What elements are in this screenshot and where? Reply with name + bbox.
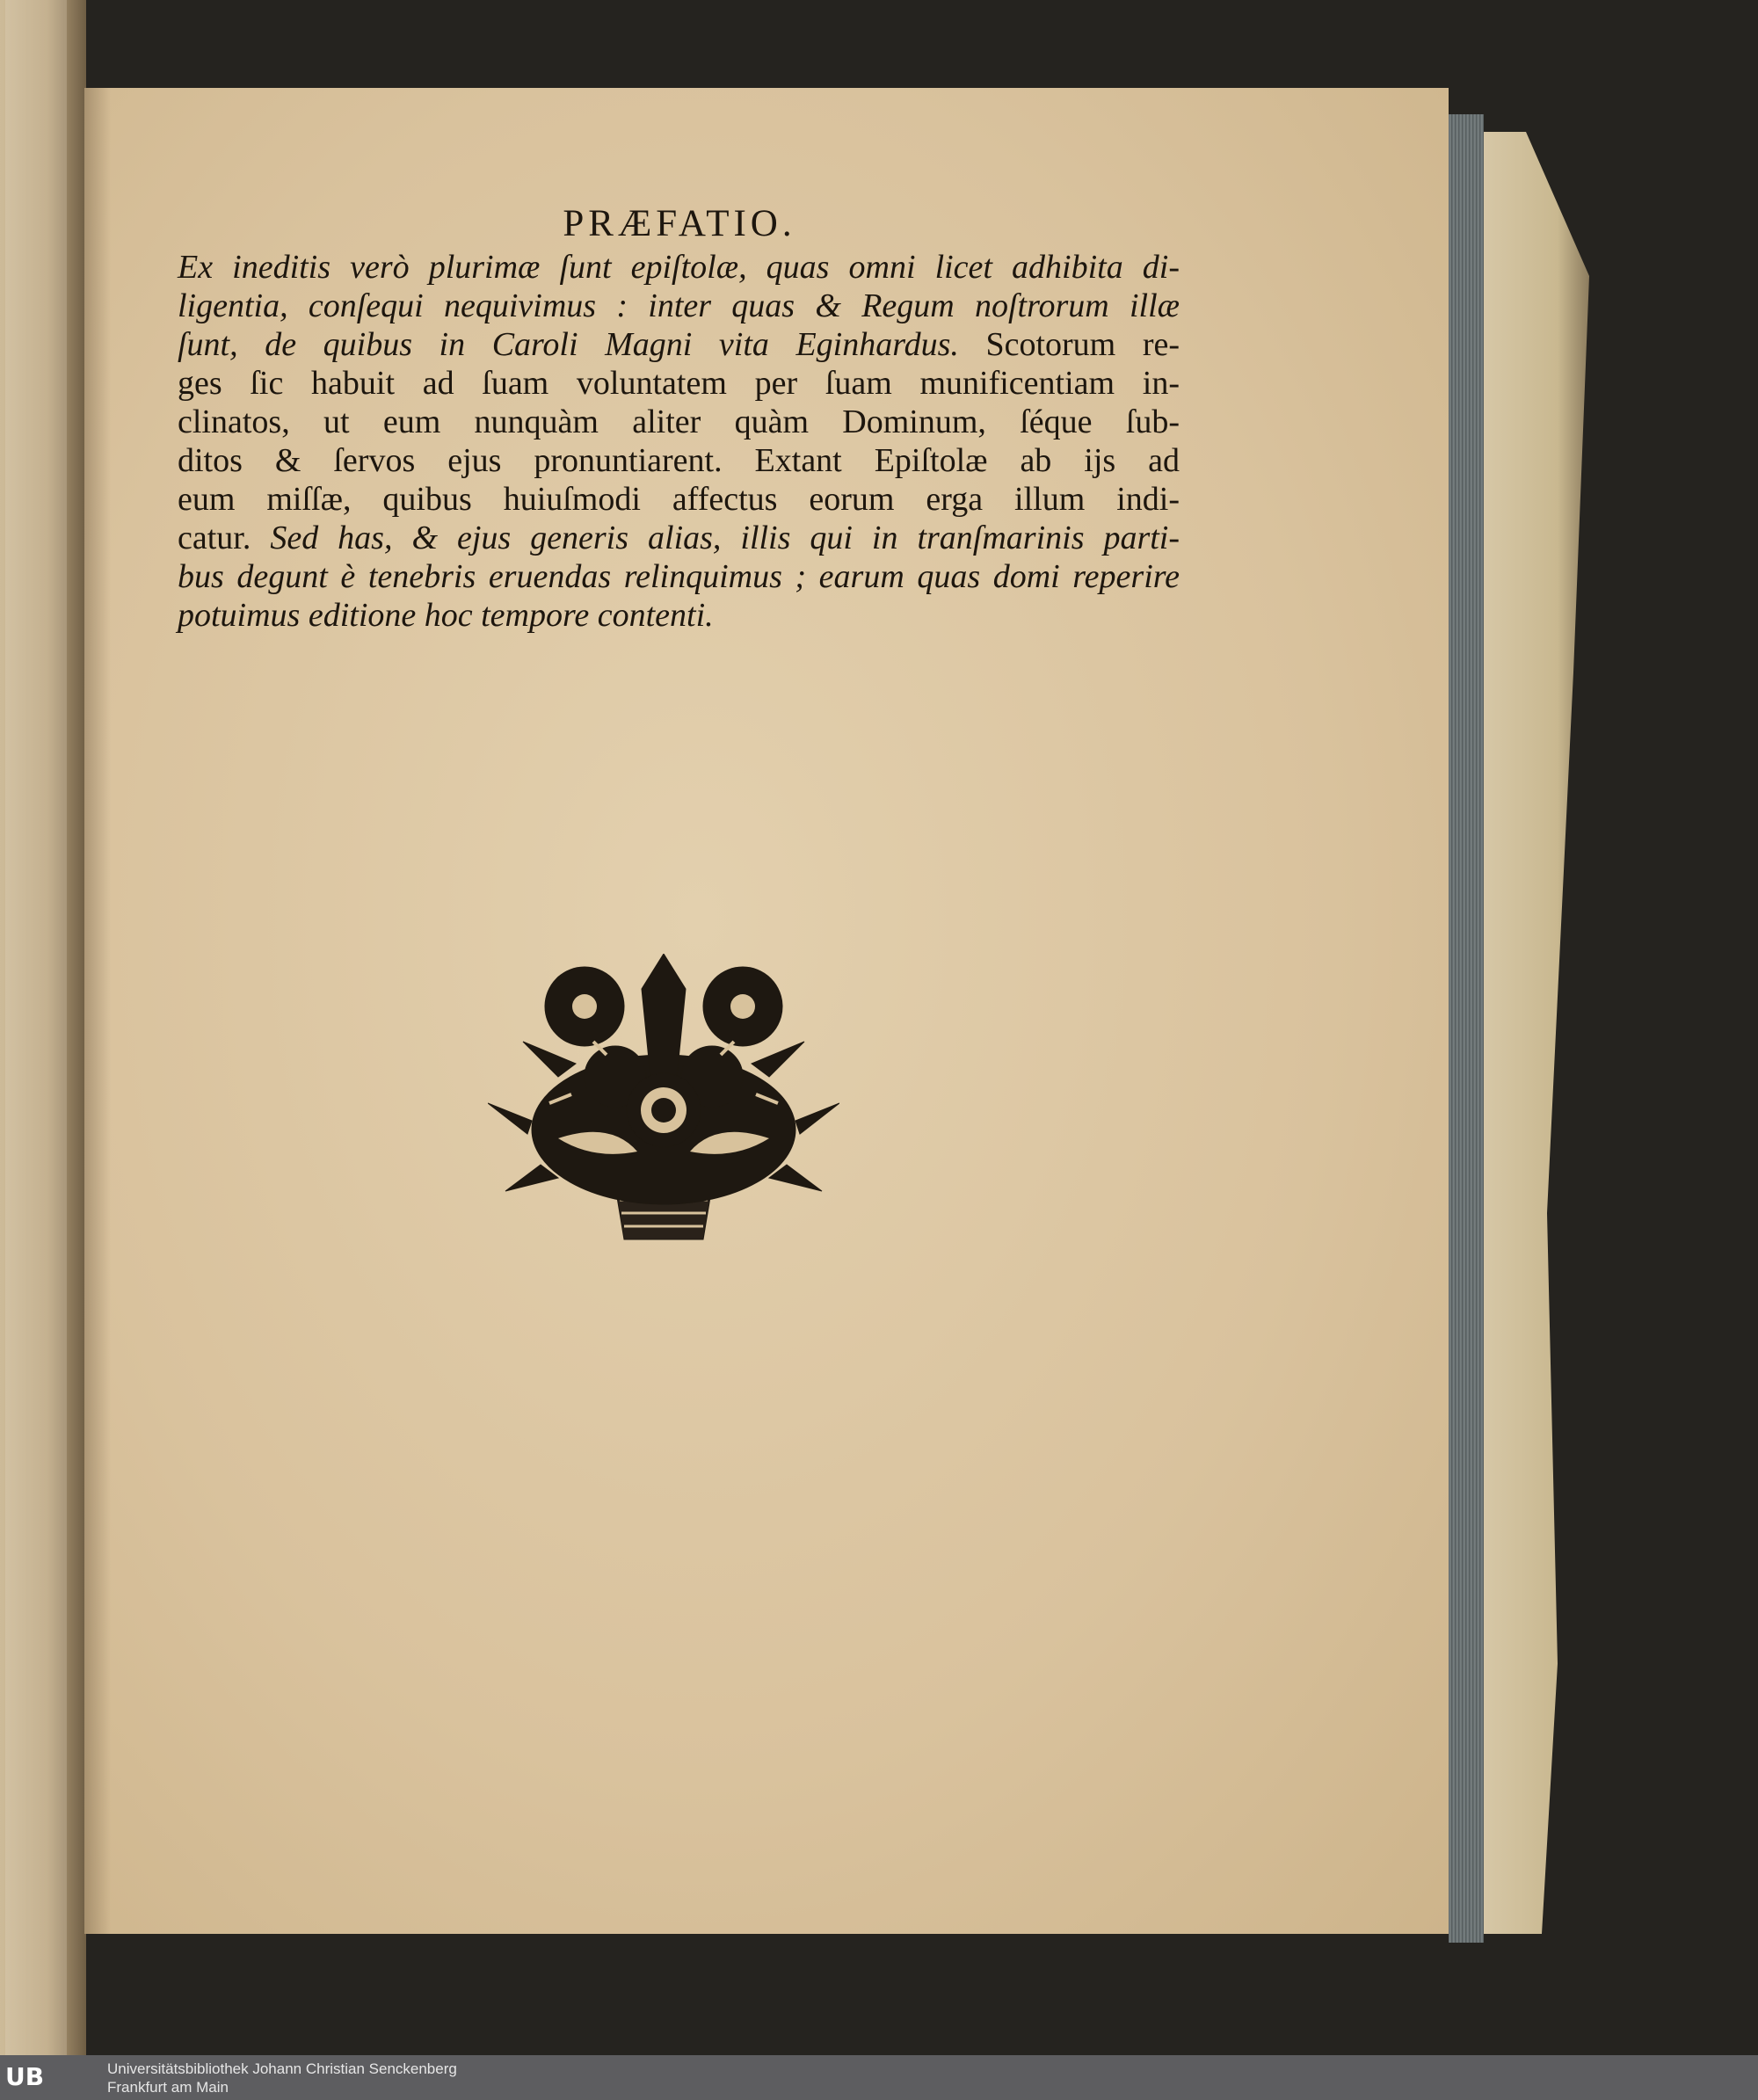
text-line: clinatos, ut eum nunquàm aliter quàm Dominum, ſéque ſub- [178, 403, 1180, 440]
text-line: eum miſſæ, quibus huiuſmodi affectus eorum erga illum indi- [178, 481, 1180, 518]
text-roman-part: catur. [178, 520, 251, 556]
text-line: bus degunt è tenebris eruendas relinquimus ; earum quas domi reperire [178, 558, 1180, 595]
text-line [178, 325, 1180, 364]
library-credit [107, 2060, 457, 2096]
page-header: PRÆFATIO. [563, 203, 796, 244]
library-footer [0, 2055, 1758, 2100]
page-edges [1449, 114, 1484, 1943]
library-name: Universitätsbibliothek Johann Christian Senckenberg [107, 2060, 457, 2077]
flower-basket-ornament [488, 954, 839, 1257]
text-italic-part: ſunt, de quibus in Caroli Magni vita Eginhardus. [178, 326, 959, 363]
text-italic-part: Sed has, & ejus generis alias, illis qui in tranſmarinis parti- [270, 520, 1180, 556]
text-roman-part: Scotorum re- [985, 326, 1180, 363]
library-logo: UB [5, 2062, 45, 2091]
left-page [0, 0, 86, 2057]
text-line: potuimus editione hoc tempore contenti. [178, 597, 714, 634]
text-line: ges ſic habuit ad ſuam voluntatem per ſuam munificentiam in- [178, 365, 1180, 402]
body-text [178, 248, 1180, 635]
text-line [178, 519, 1180, 557]
text-line: ditos & ſervos ejus pronuntiarent. Extant Epiſtolæ ab ijs ad [178, 442, 1180, 479]
gutter-shadow [84, 88, 111, 1934]
text-line: Ex ineditis verò plurimæ ſunt epiſtolæ, quas omni licet adhibita di- [178, 249, 1180, 286]
text-line: ligentia, conſequi nequivimus : inter quas & Regum noſtrorum illæ [178, 287, 1180, 324]
cover-flap [1484, 132, 1589, 1934]
library-city: Frankfurt am Main [107, 2079, 229, 2096]
